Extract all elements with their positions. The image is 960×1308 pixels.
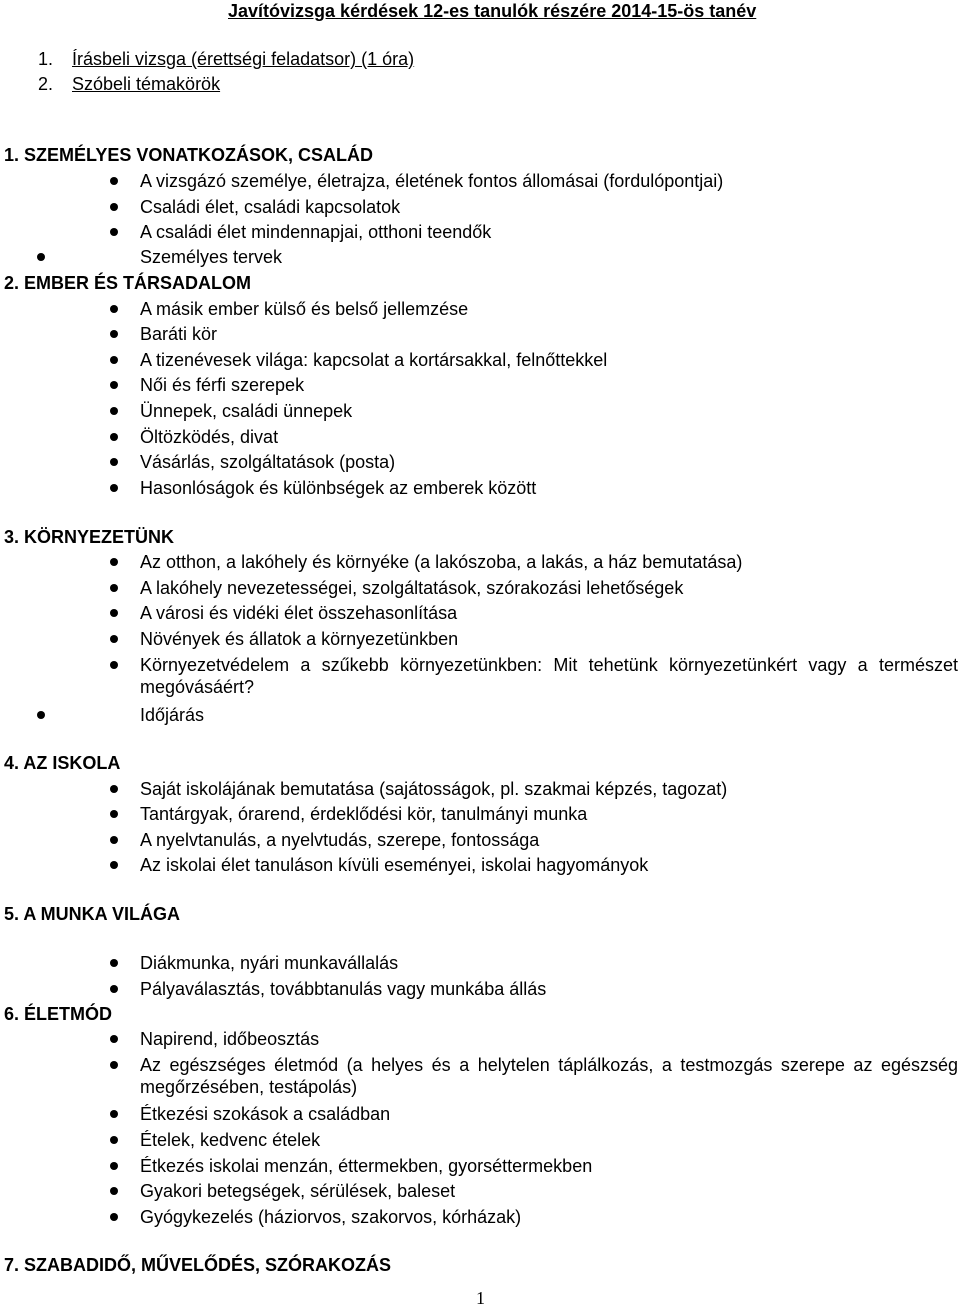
bullet-icon bbox=[110, 330, 118, 338]
bullet-icon bbox=[37, 253, 45, 261]
list-item: Családi élet, családi kapcsolatok bbox=[140, 197, 401, 217]
bullet-icon bbox=[110, 484, 118, 492]
list-item: Az iskolai élet tanuláson kívüli eseményei, iskolai hagyományok bbox=[140, 855, 649, 875]
bullet-icon bbox=[110, 1061, 118, 1069]
list-item: Étkezés iskolai menzán, éttermekben, gyorséttermekben bbox=[140, 1156, 593, 1176]
list-item: Növények és állatok a környezetünkben bbox=[140, 629, 459, 649]
list-item: A tizenévesek világa: kapcsolat a kortársakkal, felnőttekkel bbox=[140, 350, 608, 370]
toc-number: 1. bbox=[38, 49, 54, 69]
list-item: Személyes tervek bbox=[140, 247, 283, 267]
list-item: Ünnepek, családi ünnepek bbox=[140, 401, 353, 421]
list-item: Tantárgyak, órarend, érdeklődési kör, tanulmányi munka bbox=[140, 804, 588, 824]
bullet-icon bbox=[110, 1110, 118, 1118]
bullet-icon bbox=[110, 810, 118, 818]
list-item: A családi élet mindennapjai, otthoni teendők bbox=[140, 222, 492, 242]
list-item: Napirend, időbeosztás bbox=[140, 1029, 320, 1049]
list-item: A városi és vidéki élet összehasonlítása bbox=[140, 603, 458, 623]
toc-number: 2. bbox=[38, 74, 54, 94]
bullet-icon bbox=[110, 433, 118, 441]
list-item: Diákmunka, nyári munkavállalás bbox=[140, 953, 399, 973]
toc-label: Írásbeli vizsga (érettségi feladatsor) (1 óra) bbox=[72, 49, 415, 69]
toc-item-oral-topics bbox=[38, 73, 220, 95]
list-item: Hasonlóságok és különbségek az emberek között bbox=[140, 478, 537, 498]
bullet-icon bbox=[110, 985, 118, 993]
toc-item-written-exam bbox=[38, 48, 414, 70]
section-heading-work: 5. A MUNKA VILÁGA bbox=[4, 904, 181, 924]
bullet-icon bbox=[37, 711, 45, 719]
list-item: A lakóhely nevezetességei, szolgáltatások, szórakozási lehetőségek bbox=[140, 578, 684, 598]
bullet-icon bbox=[110, 836, 118, 844]
list-item: Saját iskolájának bemutatása (sajátosságok, pl. szakmai képzés, tagozat) bbox=[140, 779, 728, 799]
bullet-icon bbox=[110, 635, 118, 643]
page-number: 1 bbox=[476, 1288, 485, 1308]
bullet-icon bbox=[110, 785, 118, 793]
bullet-icon bbox=[110, 1136, 118, 1144]
bullet-icon bbox=[110, 558, 118, 566]
document-title: Javítóvizsga kérdések 12-es tanulók részére 2014-15-ös tanév bbox=[228, 1, 757, 21]
bullet-icon bbox=[110, 381, 118, 389]
bullet-icon bbox=[110, 661, 118, 669]
bullet-icon bbox=[110, 584, 118, 592]
bullet-icon bbox=[110, 203, 118, 211]
section-heading-society: 2. EMBER ÉS TÁRSADALOM bbox=[4, 273, 252, 293]
toc-label: Szóbeli témakörök bbox=[72, 74, 221, 94]
bullet-icon bbox=[110, 305, 118, 313]
list-item: A nyelvtanulás, a nyelvtudás, szerepe, fontossága bbox=[140, 830, 540, 850]
section-heading-environment: 3. KÖRNYEZETÜNK bbox=[4, 527, 175, 547]
list-item: Gyógykezelés (háziorvos, szakorvos, kórházak) bbox=[140, 1207, 522, 1227]
list-item: Étkezési szokások a családban bbox=[140, 1104, 391, 1124]
bullet-icon bbox=[110, 861, 118, 869]
list-item: Időjárás bbox=[140, 705, 205, 725]
bullet-icon bbox=[110, 1187, 118, 1195]
list-item: Az otthon, a lakóhely és környéke (a lakószoba, a lakás, a ház bemutatása) bbox=[140, 552, 743, 572]
bullet-icon bbox=[110, 356, 118, 364]
list-item: Ételek, kedvenc ételek bbox=[140, 1130, 321, 1150]
list-item: Baráti kör bbox=[140, 324, 218, 344]
bullet-icon bbox=[110, 228, 118, 236]
section-heading-leisure: 7. SZABADIDŐ, MŰVELŐDÉS, SZÓRAKOZÁS bbox=[4, 1255, 392, 1275]
list-item: Vásárlás, szolgáltatások (posta) bbox=[140, 452, 396, 472]
bullet-icon bbox=[110, 458, 118, 466]
list-item: Pályaválasztás, továbbtanulás vagy munkába állás bbox=[140, 979, 547, 999]
list-item: Az egészséges életmód (a helyes és a helytelen táplálkozás, a testmozgás szerepe az egészség megőrzésében, testápolás) bbox=[140, 1055, 958, 1097]
section-heading-school: 4. AZ ISKOLA bbox=[4, 753, 121, 773]
list-item: A vizsgázó személye, életrajza, életének fontos állomásai (fordulópontjai) bbox=[140, 171, 724, 191]
bullet-icon bbox=[110, 177, 118, 185]
bullet-icon bbox=[110, 959, 118, 967]
list-item: Női és férfi szerepek bbox=[140, 375, 305, 395]
section-heading-personal: 1. SZEMÉLYES VONATKOZÁSOK, CSALÁD bbox=[4, 145, 374, 165]
list-item: Öltözködés, divat bbox=[140, 427, 279, 447]
bullet-icon bbox=[110, 609, 118, 617]
list-item: Környezetvédelem a szűkebb környezetünkben: Mit tehetünk környezetünkért vagy a természet megóvásáért? bbox=[140, 655, 958, 697]
list-item: A másik ember külső és belső jellemzése bbox=[140, 299, 469, 319]
bullet-icon bbox=[110, 1213, 118, 1221]
bullet-icon bbox=[110, 407, 118, 415]
section-heading-lifestyle: 6. ÉLETMÓD bbox=[4, 1004, 113, 1024]
bullet-icon bbox=[110, 1035, 118, 1043]
bullet-icon bbox=[110, 1162, 118, 1170]
list-item: Gyakori betegségek, sérülések, baleset bbox=[140, 1181, 456, 1201]
